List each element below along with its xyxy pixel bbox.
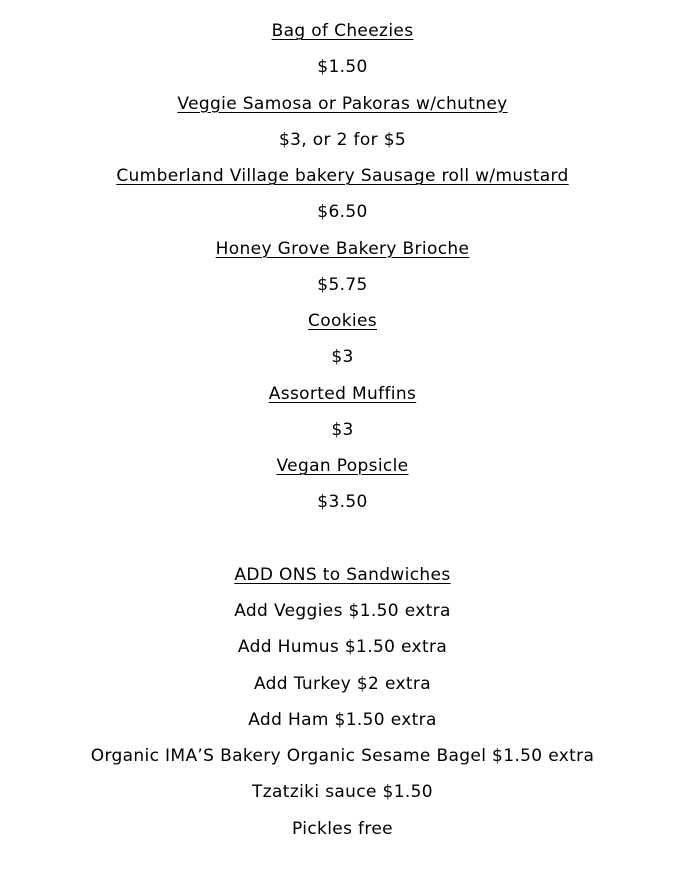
item-name: Assorted Muffins	[268, 383, 417, 404]
section-spacer	[0, 521, 685, 557]
menu-item	[0, 376, 685, 412]
addon-line: Tzatziki sauce $1.50	[252, 782, 433, 803]
menu-page	[0, 13, 685, 847]
menu-item	[0, 158, 685, 194]
menu-item-price: $3.50	[317, 492, 368, 513]
menu-item-price: $5.75	[317, 274, 368, 295]
addon-line: Add Humus $1.50 extra	[237, 637, 448, 658]
menu-item-price: $1.50	[317, 57, 368, 78]
addon-line: Add Turkey $2 extra	[253, 673, 432, 694]
addon-line: Organic IMA’S Bakery Organic Sesame Bagel $1.50 extra	[90, 746, 595, 766]
menu-item	[0, 231, 685, 267]
item-name: Cookies	[307, 311, 377, 331]
menu-item	[0, 86, 685, 122]
menu-item	[0, 448, 685, 484]
menu-item-price: $3, or 2 for $5	[278, 129, 407, 150]
menu-item-price: $6.50	[317, 202, 368, 223]
addon-line: Add Ham $1.50 extra	[248, 709, 437, 730]
addon-line: Pickles free	[292, 818, 393, 839]
item-name: Honey Grove Bakery Brioche	[215, 238, 470, 259]
menu-item-price: $3	[331, 419, 354, 440]
item-name: Vegan Popsicle	[276, 456, 409, 476]
menu-item	[0, 13, 685, 49]
item-name: Cumberland Village bakery Sausage roll w/mustard	[116, 166, 569, 186]
addons-heading	[0, 557, 685, 593]
item-name: Bag of Cheezies	[271, 21, 414, 41]
menu-item	[0, 303, 685, 339]
addon-line: Add Veggies $1.50 extra	[234, 601, 451, 621]
addons-heading-text: ADD ONS to Sandwiches	[234, 564, 451, 585]
menu-item-price: $3	[331, 347, 354, 368]
item-name: Veggie Samosa or Pakoras w/chutney	[177, 93, 508, 114]
